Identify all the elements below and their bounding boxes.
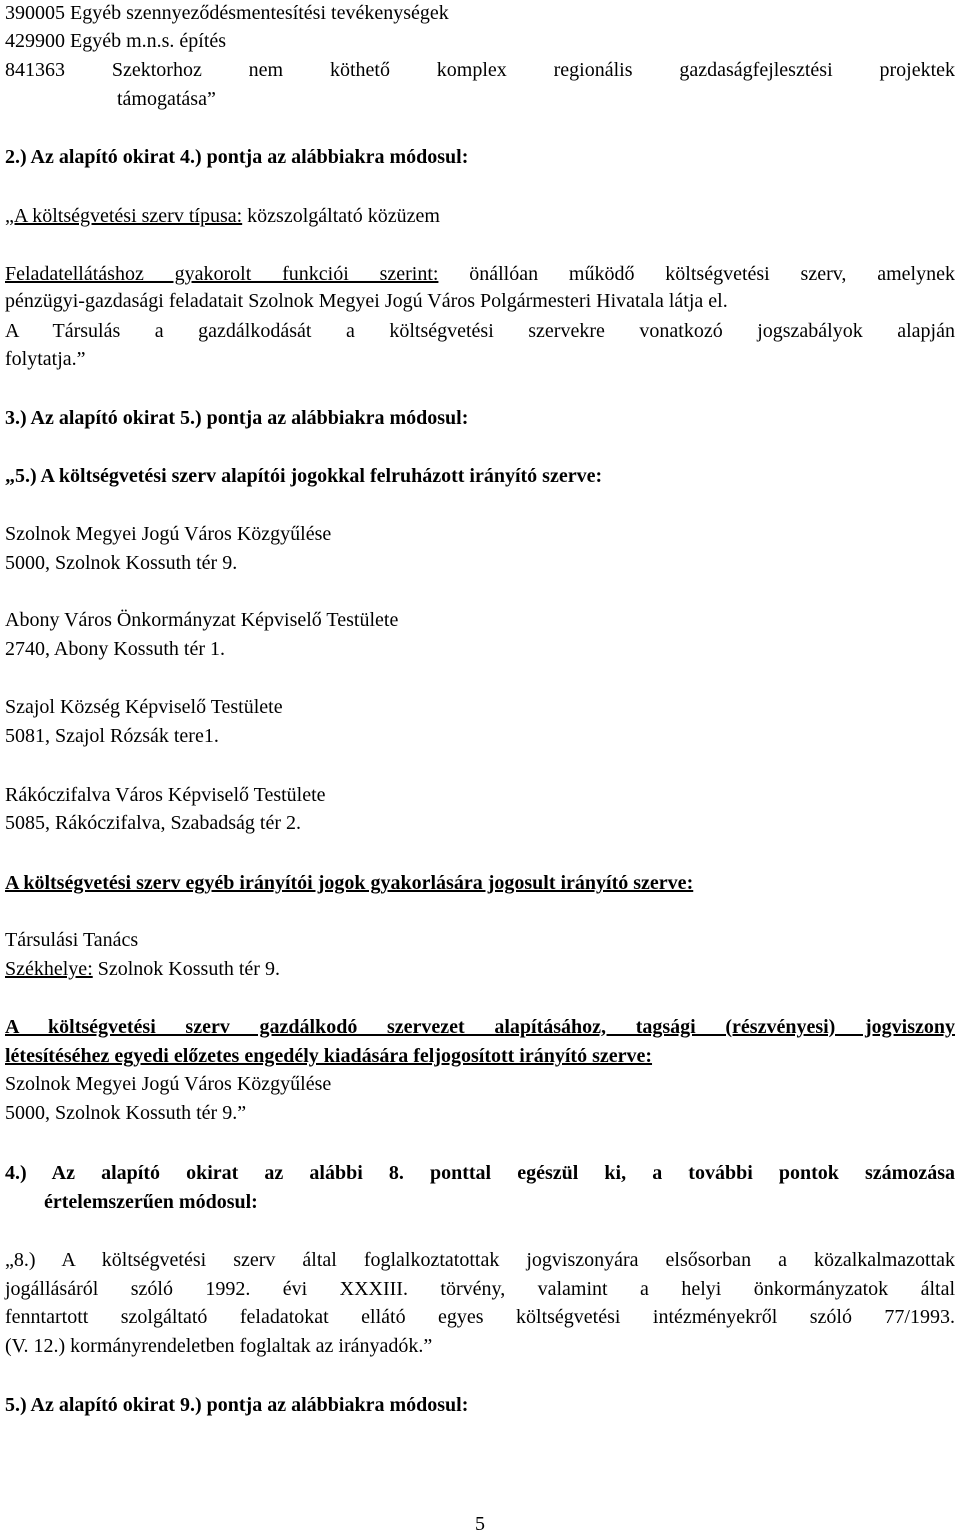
paragraph-line: fenntartott szolgáltató feladatokat ellátó egyes költségvetési intézményekről szóló 77/1993. xyxy=(5,1306,955,1328)
founder-subheading: „5.) A költségvetési szerv alapítói jogokkal felruházott irányító szerve: xyxy=(5,465,603,487)
association-line-2: folytatja.” xyxy=(5,348,86,370)
function-label: Feladatellátáshoz gyakorolt funkciói szerint: xyxy=(5,263,439,285)
activity-line-continuation: támogatása” xyxy=(117,88,216,110)
founder-name: Szolnok Megyei Jogú Város Közgyűlése xyxy=(5,523,332,545)
section-heading-4: 4.) Az alapító okirat az alábbi 8. ponttal egészül ki, a további pontok számozása xyxy=(5,1162,955,1184)
org-address: 5000, Szolnok Kossuth tér 9.” xyxy=(5,1102,247,1124)
section-heading-4-continuation: értelemszerűen módosul: xyxy=(44,1191,258,1213)
paragraph-line: „8.) A költségvetési szerv által foglalkoztatottak jogviszonyára elsősorban a közalkalmazottak xyxy=(5,1249,955,1271)
page-number: 5 xyxy=(475,1513,485,1535)
activity-line: 841363 Szektorhoz nem köthető komplex regionális gazdaságfejlesztési projektek xyxy=(5,59,955,81)
founder-address: 5000, Szolnok Kossuth tér 9. xyxy=(5,552,238,574)
institution-type xyxy=(5,203,955,229)
type-label: „A költségvetési szerv típusa: xyxy=(5,205,243,227)
function-line-2: pénzügyi-gazdasági feladatait Szolnok Megyei Jogú Város Polgármesteri Hivatala látja el. xyxy=(5,290,728,312)
council-seat xyxy=(5,956,955,982)
council-name: Társulási Tanács xyxy=(5,929,139,951)
founder-name: Szajol Község Képviselő Testülete xyxy=(5,696,283,718)
section-heading-2: 2.) Az alapító okirat 4.) pontja az alábbiakra módosul: xyxy=(5,146,469,168)
seat-label: Székhelye: xyxy=(5,958,93,980)
section-heading-5: 5.) Az alapító okirat 9.) pontja az alábbiakra módosul: xyxy=(5,1394,469,1416)
function-value: önállóan működő költségvetési szerv, amelynek xyxy=(438,263,955,285)
founder-address: 2740, Abony Kossuth tér 1. xyxy=(5,638,225,660)
founder-name: Abony Város Önkormányzat Képviselő Testülete xyxy=(5,609,399,631)
activity-line: 390005 Egyéb szennyeződésmentesítési tevékenységek xyxy=(5,2,449,24)
founder-address: 5085, Rákóczifalva, Szabadság tér 2. xyxy=(5,812,302,834)
other-rights-heading: A költségvetési szerv egyéb irányítói jogok gyakorlására jogosult irányító szerve: xyxy=(5,872,694,894)
section-heading-3: 3.) Az alapító okirat 5.) pontja az alábbiakra módosul: xyxy=(5,407,469,429)
founder-address: 5081, Szajol Rózsák tere1. xyxy=(5,725,219,747)
association-line: A Társulás a gazdálkodását a költségvetési szervekre vonatkozó jogszabályok alapján xyxy=(5,320,955,342)
paragraph-line: jogállásáról szóló 1992. évi XXXIII. törvény, valamint a helyi önkormányzatok által xyxy=(5,1278,955,1300)
seat-value: Szolnok Kossuth tér 9. xyxy=(92,958,280,980)
org-name: Szolnok Megyei Jogú Város Közgyűlése xyxy=(5,1073,332,1095)
type-value: közszolgáltató közüzem xyxy=(242,205,440,227)
founder-name: Rákóczifalva Város Képviselő Testülete xyxy=(5,784,326,806)
org-heading: A költségvetési szerv gazdálkodó szervezet alapításához, tagsági (részvényesi) jogviszony xyxy=(5,1016,955,1038)
paragraph-line: (V. 12.) kormányrendeletben foglaltak az irányadók.” xyxy=(5,1335,433,1357)
org-heading-2: létesítéséhez egyedi előzetes engedély kiadására feljogosított irányító szerve: xyxy=(5,1045,653,1067)
function-line xyxy=(5,261,955,287)
activity-line: 429900 Egyéb m.n.s. építés xyxy=(5,30,227,52)
